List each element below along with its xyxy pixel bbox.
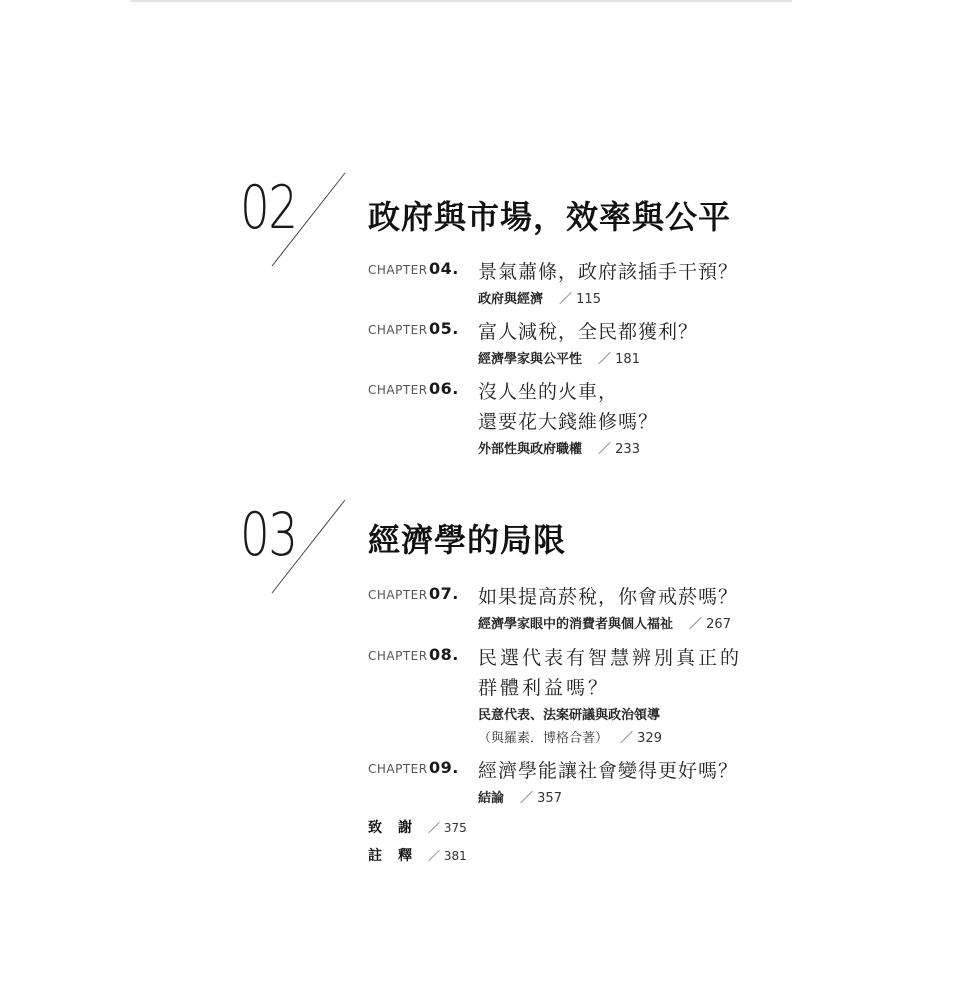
chapter-number: 06.: [429, 379, 459, 398]
page-number: ／ 115: [559, 292, 601, 307]
chapter-label: CHAPTER: [368, 323, 428, 337]
back-matter-label: 註釋: [368, 848, 428, 864]
part-number: 03: [240, 500, 297, 570]
chapter-label: CHAPTER: [368, 588, 428, 602]
page-number: ／ 375: [428, 821, 467, 835]
page-number: ／ 357: [520, 791, 562, 806]
notes-entry[interactable]: [368, 845, 467, 865]
page-number: ／ 381: [428, 849, 467, 863]
part-title: 政府與市場，效率與公平: [368, 198, 732, 236]
chapter-number: 04.: [429, 259, 459, 278]
chapter-label: CHAPTER: [368, 649, 428, 663]
chapter-number: 05.: [429, 319, 459, 338]
chapter-title: 富人減稅，全民都獲利？: [478, 321, 699, 343]
chapter-subtitle: 結論 ／ 357: [478, 791, 562, 806]
chapter-title: 景氣蕭條，政府該插手干預？: [478, 261, 739, 283]
chapter-number: 08.: [429, 645, 459, 664]
slash-decoration: [250, 495, 350, 595]
chapter-title: 經濟學能讓社會變得更好嗎？: [478, 760, 739, 782]
chapter-subtitle: 經濟學家與公平性 ／ 181: [478, 352, 640, 367]
chapter-subtitle-cont: （與羅素．博格合著） ／ 329: [478, 731, 662, 746]
chapter-number: 07.: [429, 584, 459, 603]
chapter-number: 09.: [429, 758, 459, 777]
page-number: ／ 181: [598, 352, 640, 367]
page-number: ／ 267: [689, 617, 731, 632]
acknowledgements-entry[interactable]: [368, 817, 467, 837]
page-number: ／ 233: [598, 442, 640, 457]
part-number: 02: [240, 173, 297, 243]
back-matter-label: 致謝: [368, 820, 428, 836]
slash-decoration: [250, 168, 350, 268]
chapter-title: 民選代表有智慧辨別真正的 群體利益嗎？: [478, 647, 743, 699]
part-title: 經濟學的局限: [368, 521, 567, 559]
chapter-subtitle: 外部性與政府職權 ／ 233: [478, 442, 640, 457]
chapter-label: CHAPTER: [368, 762, 428, 776]
top-border: [130, 0, 792, 2]
chapter-label: CHAPTER: [368, 263, 428, 277]
chapter-subtitle: 民意代表、法案研議與政治領導: [478, 708, 661, 723]
chapter-title: 如果提高菸稅，你會戒菸嗎？: [478, 586, 739, 608]
chapter-subtitle: 經濟學家眼中的消費者與個人福祉 ／ 267: [478, 617, 731, 632]
chapter-subtitle: 政府與經濟 ／ 115: [478, 292, 601, 307]
chapter-label: CHAPTER: [368, 383, 428, 397]
chapter-title: 沒人坐的火車， 還要花大錢維修嗎？: [478, 381, 659, 433]
page-number: ／ 329: [620, 731, 662, 746]
